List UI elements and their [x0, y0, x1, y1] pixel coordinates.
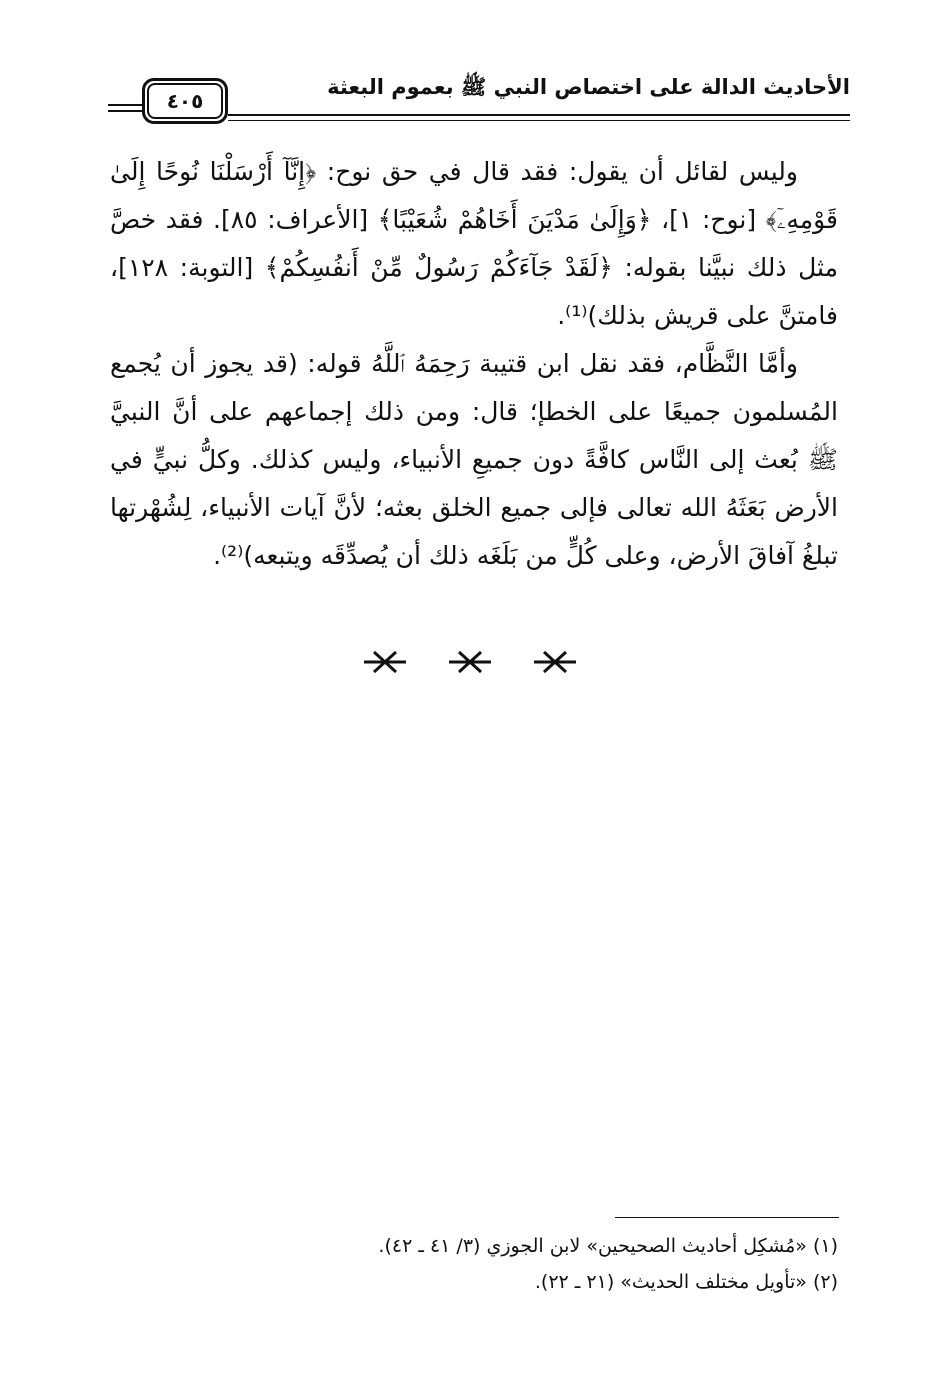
page-number: ٤٠٥ — [147, 83, 223, 119]
paragraph: وأمَّا النَّظَّام، فقد نقل ابن قتيبة رَحِمَهُ ٱللَّهُ قوله: (قد يجوز أن يُجمع المُسلمون جميعًا على الخطإ؛ قال: ومن ذلك إجماعهم على أنَّ النبيَّ ﷺ بُعث إلى النَّاس كافَّةً دون جميعِ الأنبياء، وليس كذلك. وكلُّ نبيٍّ في الأرض بَعَثَهُ الله تعالى فإلى جميع الخلق بعثه؛ لأنَّ آيات الأنبياء، لِشُهْرتها تبلغُ آفاقَ الأرض، وعلى كُلٍّ من بَلَغَه ذلك أن يُصدِّقَه ويتبعه)⁽²⁾. — [110, 349, 838, 570]
ornament-icon — [445, 647, 495, 677]
ornament-icon — [360, 647, 410, 677]
page-header — [108, 68, 850, 128]
section-divider — [360, 645, 580, 679]
ornament-icon — [530, 647, 580, 677]
footnote: (١) «مُشكِل أحاديث الصحيحين» لابن الجوزي (٣/ ٤١ ـ ٤٢). — [378, 1235, 838, 1257]
header-left-rule — [108, 104, 142, 106]
main-text — [110, 148, 838, 580]
footnote-separator — [615, 1217, 839, 1218]
header-left-rule — [108, 110, 142, 112]
header-rule — [228, 114, 850, 116]
running-title: الأحاديث الدالة على اختصاص النبي ﷺ بعموم البعثة — [327, 75, 850, 99]
paragraph: وليس لقائل أن يقول: فقد قال في حق نوح: ﴿إِنَّآ أَرْسَلْنَا نُوحًا إِلَىٰ قَوْمِهِۦٓ﴾ [نوح: ١]، ﴿وَإِلَىٰ مَدْيَنَ أَخَاهُمْ شُعَيْبًا﴾ [الأعراف: ٨٥]. فقد خصَّ مثل ذلك نبيَّنا بقوله: ﴿لَقَدْ جَآءَكُمْ رَسُولٌ مِّنْ أَنفُسِكُمْ﴾ [التوبة: ١٢٨]، فامتنَّ على قريش بذلك)⁽¹⁾. — [110, 157, 838, 330]
footnotes — [110, 1228, 838, 1300]
page-number-frame — [142, 78, 228, 124]
footnote: (٢) «تأويل مختلف الحديث» (٢١ ـ ٢٢). — [534, 1271, 838, 1293]
header-rule — [228, 120, 850, 121]
